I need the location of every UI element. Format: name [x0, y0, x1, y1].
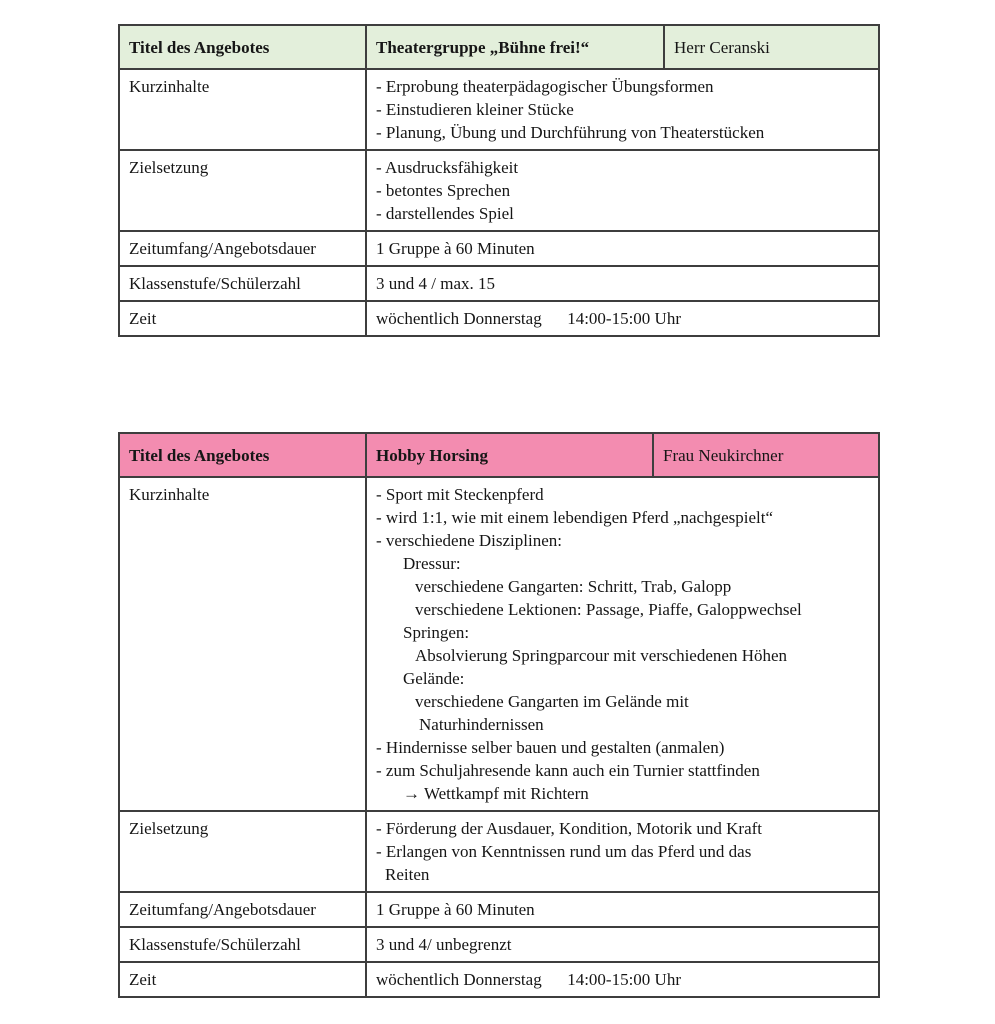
content-line: Springen: [403, 623, 470, 642]
content-line: - Ausdrucksfähigkeit [376, 158, 519, 177]
content-line: 3 und 4/ unbegrenzt [376, 935, 512, 954]
header-row [119, 433, 879, 477]
offer-table-theatergruppe [118, 24, 880, 337]
row-label: Zielsetzung [119, 150, 366, 231]
row-content [366, 477, 879, 811]
row-content [366, 892, 879, 927]
offer-person-cell: Frau Neukirchner [653, 433, 879, 477]
row-label: Zeit [119, 301, 366, 336]
content-line: - Einstudieren kleiner Stücke [376, 100, 574, 119]
row-content [366, 266, 879, 301]
content-line: - Hindernisse selber bauen und gestalten (anmalen) [376, 738, 725, 757]
content-line: - zum Schuljahresende kann auch ein Turnier stattfinden [376, 761, 760, 780]
offer-person-cell: Herr Ceranski [664, 25, 879, 69]
content-line: 3 und 4 / max. 15 [376, 274, 495, 293]
header-row [119, 25, 879, 69]
content-line: wöchentlich Donnerstag 14:00-15:00 Uhr [376, 309, 681, 328]
header-label-cell: Titel des Angebotes [119, 433, 366, 477]
table-row-theatergruppe-1 [119, 150, 879, 231]
row-content [366, 927, 879, 962]
row-content [366, 150, 879, 231]
table-row-hobby-horsing-4 [119, 962, 879, 997]
offer-table-wrapper-hobby-horsing [118, 432, 880, 998]
content-line: verschiedene Lektionen: Passage, Piaffe, Galoppwechsel [415, 600, 802, 619]
row-label: Kurzinhalte [119, 477, 366, 811]
table-row-theatergruppe-2 [119, 231, 879, 266]
content-line: - Förderung der Ausdauer, Kondition, Motorik und Kraft [376, 819, 763, 838]
table-row-theatergruppe-4 [119, 301, 879, 336]
content-line: - betontes Sprechen [376, 181, 511, 200]
content-line: - Planung, Übung und Durchführung von Theaterstücken [376, 123, 765, 142]
row-label: Zeitumfang/Angebotsdauer [119, 892, 366, 927]
row-label: Zeitumfang/Angebotsdauer [119, 231, 366, 266]
content-line: Gelände: [403, 669, 465, 688]
content-line: Absolvierung Springparcour mit verschiedenen Höhen [415, 646, 788, 665]
offer-table-hobby-horsing [118, 432, 880, 998]
table-row-hobby-horsing-1 [119, 811, 879, 892]
content-line: - Sport mit Steckenpferd [376, 485, 544, 504]
row-label: Kurzinhalte [119, 69, 366, 150]
row-label: Klassenstufe/Schülerzahl [119, 266, 366, 301]
content-line: - Erlangen von Kenntnissen rund um das Pferd und das [376, 842, 752, 861]
row-label: Zielsetzung [119, 811, 366, 892]
content-line: - Erprobung theaterpädagogischer Übungsformen [376, 77, 714, 96]
content-line: 1 Gruppe à 60 Minuten [376, 900, 535, 919]
content-line: verschiedene Gangarten: Schritt, Trab, Galopp [415, 577, 732, 596]
table-row-hobby-horsing-0 [119, 477, 879, 811]
header-label-cell: Titel des Angebotes [119, 25, 366, 69]
table-row-theatergruppe-3 [119, 266, 879, 301]
content-line: - darstellendes Spiel [376, 204, 514, 223]
table-row-hobby-horsing-3 [119, 927, 879, 962]
row-label: Zeit [119, 962, 366, 997]
row-content [366, 962, 879, 997]
row-content [366, 811, 879, 892]
content-line: wöchentlich Donnerstag 14:00-15:00 Uhr [376, 970, 681, 989]
content-line: - wird 1:1, wie mit einem lebendigen Pferd „nachgespielt“ [376, 508, 774, 527]
content-line: 1 Gruppe à 60 Minuten [376, 239, 535, 258]
content-line: → Wettkampf mit Richtern [403, 784, 589, 803]
content-line: Naturhindernissen [419, 715, 544, 734]
content-line: verschiedene Gangarten im Gelände mit [415, 692, 689, 711]
offer-title-cell: Theatergruppe „Bühne frei!“ [366, 25, 664, 69]
content-line: Reiten [385, 865, 430, 884]
row-label: Klassenstufe/Schülerzahl [119, 927, 366, 962]
row-content [366, 301, 879, 336]
offer-table-wrapper-theatergruppe [118, 24, 880, 337]
content-line: - verschiedene Disziplinen: [376, 531, 562, 550]
row-content [366, 231, 879, 266]
row-content [366, 69, 879, 150]
table-row-theatergruppe-0 [119, 69, 879, 150]
offer-title-cell: Hobby Horsing [366, 433, 653, 477]
table-row-hobby-horsing-2 [119, 892, 879, 927]
content-line: Dressur: [403, 554, 461, 573]
